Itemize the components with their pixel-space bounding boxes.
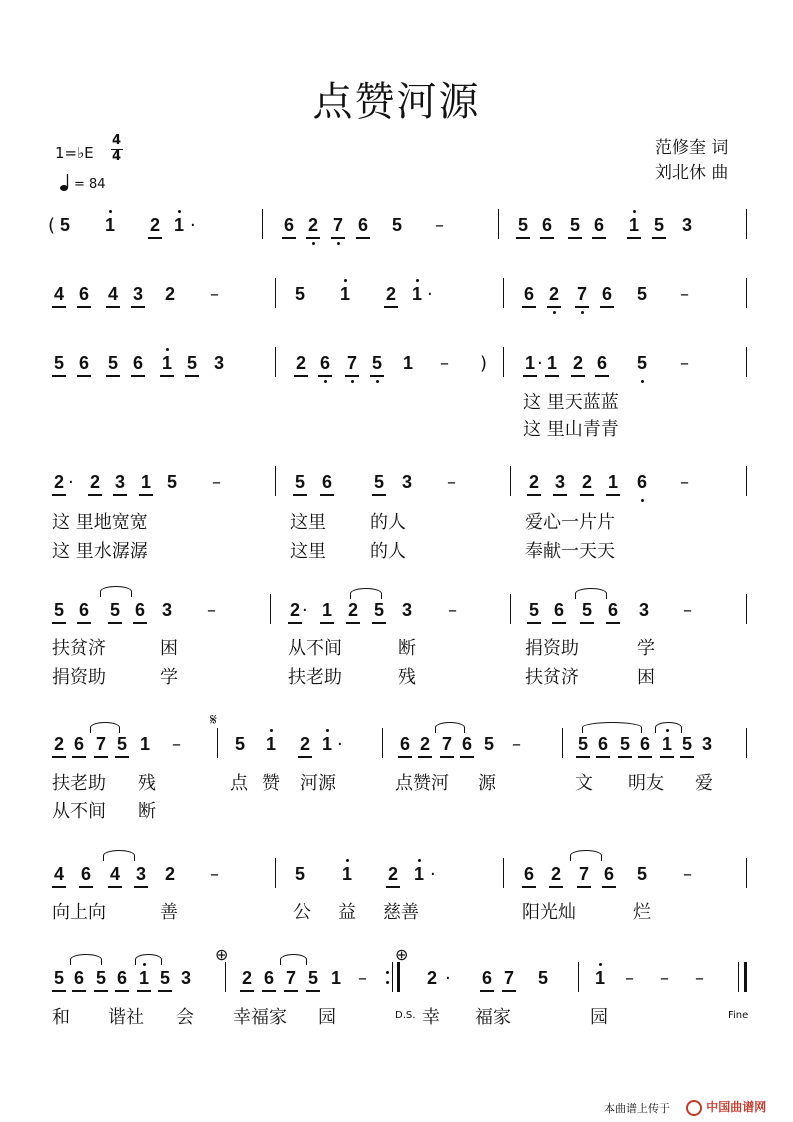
lyric-line6-v2: 断	[138, 801, 156, 822]
bar-line	[270, 594, 271, 624]
extension-dash: –	[683, 864, 692, 885]
note: 7	[284, 968, 298, 992]
octave-dot	[418, 859, 421, 862]
bar-line	[503, 278, 504, 308]
lyric-line4-v2: 奉献一天天	[525, 541, 615, 562]
lyric-line3-v1: 这 里天蓝蓝	[523, 392, 619, 413]
note: 6	[522, 284, 536, 308]
lyric-line6-v1: 赞	[262, 773, 280, 794]
note: 6	[600, 284, 614, 308]
note: 1	[545, 353, 559, 377]
octave-dot	[633, 210, 636, 213]
bar-line	[275, 278, 276, 308]
note: 1	[137, 968, 151, 992]
note: 5	[516, 215, 530, 239]
note: 1	[606, 472, 620, 496]
lyric-line7-v1: 善	[160, 902, 178, 923]
octave-dot	[166, 348, 169, 351]
note: 1	[173, 215, 184, 235]
note: 5	[59, 215, 70, 235]
lyric-line6-v1: 点赞河	[395, 773, 449, 794]
lyric-line5-v2: 困	[637, 667, 655, 688]
note: 3	[134, 864, 148, 888]
octave-dot	[581, 311, 584, 314]
note: 2	[527, 472, 541, 496]
lyric-line5-v2: 扶老助	[288, 667, 342, 688]
octave-dot	[346, 859, 349, 862]
lyric-line4-v2: 的人	[370, 541, 406, 562]
note: 6	[77, 600, 91, 624]
note: 5	[234, 734, 245, 754]
octave-dot	[270, 729, 273, 732]
bar-line	[562, 728, 563, 758]
note: 5	[294, 864, 305, 884]
note: 3	[401, 472, 412, 492]
note: 6	[460, 734, 474, 758]
note: 6	[77, 353, 91, 377]
note: 2	[294, 353, 308, 377]
note: 6	[318, 353, 332, 377]
octave-dot	[109, 210, 112, 213]
bracket: (	[48, 215, 56, 236]
note: 5	[636, 284, 647, 304]
note: 6	[282, 215, 296, 239]
note: 3	[638, 600, 649, 620]
lyric-line8-v1: 园	[590, 1007, 608, 1028]
note: 5	[115, 734, 129, 758]
note: 1	[594, 968, 605, 988]
lyric-line8-v1: 和	[52, 1007, 70, 1028]
note: 2	[346, 600, 360, 624]
note: 2	[306, 215, 320, 239]
dotted-note: ·	[430, 864, 436, 885]
octave-dot	[641, 499, 644, 502]
slur	[280, 954, 307, 965]
note: 4	[52, 864, 66, 888]
note: 5	[372, 600, 386, 624]
bar-line	[392, 962, 393, 992]
note: 5	[580, 600, 594, 624]
time-signature-top: 4	[112, 133, 122, 148]
note: 5	[52, 353, 66, 377]
extension-dash: –	[447, 472, 456, 493]
lyric-line5-v1: 捐资助	[525, 638, 579, 659]
slur	[100, 586, 132, 597]
note: 5	[576, 734, 590, 758]
note: 6	[398, 734, 412, 758]
note: 5	[372, 472, 386, 496]
fine-marking: Fine	[728, 1010, 749, 1021]
note: 7	[502, 968, 516, 992]
extension-dash: –	[512, 734, 521, 755]
octave-dot	[344, 279, 347, 282]
slur	[575, 588, 607, 599]
bar-line	[578, 962, 579, 992]
note: 1	[160, 353, 174, 377]
note: 2	[580, 472, 594, 496]
extension-dash: –	[172, 734, 181, 755]
note: 3	[131, 284, 145, 308]
extension-dash: –	[695, 968, 704, 989]
note: 6	[592, 215, 606, 239]
bar-line	[746, 594, 747, 624]
bar-line	[746, 347, 747, 377]
lyric-line7-v1: 益	[338, 902, 356, 923]
lyric-line5-v1: 困	[160, 638, 178, 659]
octave-dot	[553, 311, 556, 314]
note: 6	[595, 353, 609, 377]
lyricist-credit: 范修奎 词	[655, 138, 729, 158]
lyric-line7-v1: 烂	[633, 902, 651, 923]
note: 7	[331, 215, 345, 239]
lyric-line7-v1: 公	[293, 902, 311, 923]
note: 5	[293, 472, 307, 496]
note: 5	[391, 215, 402, 235]
octave-dot	[326, 729, 329, 732]
dotted-note: ·	[427, 284, 433, 305]
note: 2	[547, 284, 561, 308]
segno-icon: 𝄋	[210, 710, 217, 729]
note: 1	[330, 968, 341, 988]
note: 2	[88, 472, 102, 496]
lyric-line5-v1: 扶贫济	[52, 638, 106, 659]
bar-line	[746, 209, 747, 239]
note: 2	[426, 968, 437, 988]
note: 6	[480, 968, 494, 992]
note: 6	[636, 472, 647, 492]
note: 5	[527, 600, 541, 624]
dotted-note: ·	[537, 353, 543, 374]
note: 6	[115, 968, 129, 992]
bar-line	[503, 347, 504, 377]
extension-dash: –	[680, 472, 689, 493]
octave-dot	[178, 210, 181, 213]
note: 5	[52, 968, 66, 992]
ds-marking: D.S.	[395, 1010, 416, 1021]
site-logo: 中国曲谱网	[686, 1098, 766, 1116]
note: 3	[701, 734, 712, 754]
extension-dash: –	[680, 353, 689, 374]
note: 6	[552, 600, 566, 624]
note: 6	[262, 968, 276, 992]
song-title: 点赞河源	[312, 79, 481, 125]
slur	[570, 850, 602, 861]
note: 5	[636, 864, 647, 884]
extension-dash: –	[440, 353, 449, 374]
slur	[582, 722, 642, 733]
bar-line	[510, 466, 511, 496]
note: 6	[356, 215, 370, 239]
extension-dash: –	[625, 968, 634, 989]
note: 2	[148, 215, 162, 239]
octave-dot	[416, 279, 419, 282]
note: 5	[483, 734, 494, 754]
slur	[135, 954, 162, 965]
lyric-line5-v2: 学	[160, 667, 178, 688]
bar-line	[498, 209, 499, 239]
bar-line	[746, 858, 747, 888]
lyric-line5-v2: 扶贫济	[525, 667, 579, 688]
bar-line	[217, 728, 218, 758]
note: 5	[618, 734, 632, 758]
lyric-line6-v1: 源	[478, 773, 496, 794]
note: 2	[298, 734, 312, 758]
coda-icon-1: ⊕	[215, 945, 229, 964]
note: 1	[402, 353, 413, 373]
slur	[435, 722, 465, 733]
note: 1	[320, 600, 334, 624]
octave-dot	[641, 380, 644, 383]
note: 1	[321, 734, 332, 754]
time-signature-bottom: 4	[112, 149, 122, 164]
lyric-line4-v1: 这 里地宽宽	[52, 512, 148, 533]
note: 6	[606, 600, 620, 624]
lyric-line7-v1: 慈善	[383, 902, 419, 923]
quarter-note-icon	[60, 172, 72, 196]
logo-icon	[686, 1100, 702, 1116]
note: 1	[139, 472, 153, 496]
bar-line	[382, 728, 383, 758]
extension-dash: –	[680, 284, 689, 305]
note: 2	[386, 864, 400, 888]
note: 2	[549, 864, 563, 888]
bar-line	[510, 594, 511, 624]
note: 3	[401, 600, 412, 620]
extension-dash: –	[660, 968, 669, 989]
lyric-line7-v1: 向上向	[52, 902, 106, 923]
bar-line	[275, 858, 276, 888]
lyric-line8-v1: 幸福家	[233, 1007, 287, 1028]
octave-dot	[312, 242, 315, 245]
note: 3	[553, 472, 567, 496]
note: 6	[72, 968, 86, 992]
note: 2	[52, 734, 66, 758]
octave-dot	[351, 380, 354, 383]
note: 2	[164, 284, 175, 304]
octave-dot	[386, 981, 389, 984]
octave-dot	[599, 963, 602, 966]
lyric-line5-v2: 残	[398, 667, 416, 688]
bar-line	[397, 962, 400, 992]
note: 2	[164, 864, 175, 884]
extension-dash: –	[210, 864, 219, 885]
bar-line	[738, 962, 739, 992]
note: 5	[294, 284, 305, 304]
bar-line	[746, 466, 747, 496]
note: 1	[660, 734, 674, 758]
extension-dash: –	[435, 215, 444, 236]
lyric-line5-v1: 从不间	[288, 638, 342, 659]
note: 1	[341, 864, 352, 884]
note: 6	[77, 284, 91, 308]
note: 6	[133, 600, 147, 624]
dotted-note: ·	[337, 734, 343, 755]
extension-dash: –	[210, 284, 219, 305]
note: 4	[106, 284, 120, 308]
slur	[655, 722, 682, 733]
note: 6	[72, 734, 86, 758]
lyric-line4-v2: 这 里水潺潺	[52, 541, 148, 562]
lyric-line8-v1: 园	[318, 1007, 336, 1028]
extension-dash: –	[448, 600, 457, 621]
note: 5	[306, 968, 320, 992]
octave-dot	[376, 380, 379, 383]
note: 5	[537, 968, 548, 988]
note: 1	[413, 864, 424, 884]
dotted-note: ·	[445, 968, 451, 989]
note: 3	[113, 472, 127, 496]
lyric-line5-v1: 学	[637, 638, 655, 659]
octave-dot	[386, 971, 389, 974]
note: 1	[139, 734, 150, 754]
note: 5	[680, 734, 694, 758]
bar-line	[225, 962, 226, 992]
note: 5	[94, 968, 108, 992]
lyric-line6-v1: 爱	[695, 773, 713, 794]
slur	[103, 850, 135, 861]
dotted-note: ·	[68, 472, 74, 493]
tempo-marking: = 84	[74, 177, 106, 192]
slur	[350, 588, 382, 599]
extension-dash: –	[358, 968, 367, 989]
composer-credit: 刘北休 曲	[655, 163, 729, 183]
dotted-note: ·	[190, 215, 196, 236]
note: 3	[161, 600, 172, 620]
note: 1	[523, 353, 537, 377]
note: 3	[681, 215, 692, 235]
lyric-line6-v2: 从不间	[52, 801, 106, 822]
note: 5	[108, 600, 122, 624]
note: 2	[240, 968, 254, 992]
lyric-line6-v1: 明友	[628, 773, 664, 794]
note: 3	[180, 968, 191, 988]
coda-icon-2: ⊕	[395, 945, 409, 964]
note: 5	[185, 353, 199, 377]
note: 6	[131, 353, 145, 377]
lyric-line6-v1: 扶老助	[52, 773, 106, 794]
bracket: )	[480, 353, 488, 374]
note: 5	[106, 353, 120, 377]
note: 5	[166, 472, 177, 492]
lyric-line3-v2: 这 里山青青	[523, 419, 619, 440]
lyric-line4-v1: 爱心一片片	[525, 512, 615, 533]
bar-line	[262, 209, 263, 239]
note: 7	[575, 284, 589, 308]
note: 7	[94, 734, 108, 758]
note: 2	[384, 284, 398, 308]
lyric-line7-v1: 阳光灿	[522, 902, 576, 923]
bar-line	[275, 466, 276, 496]
lyric-line8-v1: 谐社	[108, 1007, 144, 1028]
note: 5	[370, 353, 384, 377]
note: 3	[213, 353, 224, 373]
note: 5	[158, 968, 172, 992]
slur	[90, 722, 120, 733]
note: 5	[636, 353, 647, 373]
note: 7	[440, 734, 454, 758]
note: 1	[265, 734, 276, 754]
note: 5	[568, 215, 582, 239]
note: 1	[104, 215, 115, 235]
lyric-line4-v1: 的人	[370, 512, 406, 533]
bar-line	[744, 962, 747, 992]
lyric-line4-v1: 这里	[290, 512, 326, 533]
note: 2	[418, 734, 432, 758]
lyric-line6-v1: 残	[138, 773, 156, 794]
note: 7	[577, 864, 591, 888]
bar-line	[275, 347, 276, 377]
extension-dash: –	[683, 600, 692, 621]
note: 2	[52, 472, 66, 496]
note: 6	[596, 734, 610, 758]
lyric-line6-v1: 文	[575, 773, 593, 794]
lyric-line6-v1: 河源	[300, 773, 336, 794]
bar-line	[503, 858, 504, 888]
note: 6	[79, 864, 93, 888]
footer-text: 本曲谱上传于	[604, 1102, 670, 1115]
note: 6	[602, 864, 616, 888]
octave-dot	[324, 380, 327, 383]
lyric-line6-v1: 点	[230, 773, 248, 794]
note: 4	[108, 864, 122, 888]
dotted-note: ·	[302, 600, 308, 621]
note: 7	[345, 353, 359, 377]
note: 4	[52, 284, 66, 308]
note: 6	[540, 215, 554, 239]
lyric-line5-v2: 捐资助	[52, 667, 106, 688]
lyric-line8-v1: 会	[176, 1007, 194, 1028]
note: 1	[627, 215, 641, 239]
note: 6	[638, 734, 652, 758]
extension-dash: –	[207, 600, 216, 621]
note: 2	[571, 353, 585, 377]
lyric-line4-v2: 这里	[290, 541, 326, 562]
octave-dot	[337, 242, 340, 245]
lyric-line8-v1: 幸	[422, 1007, 440, 1028]
note: 5	[52, 600, 66, 624]
bar-line	[746, 728, 747, 758]
note: 6	[522, 864, 536, 888]
lyric-line8-v1: 福家	[475, 1007, 511, 1028]
note: 6	[320, 472, 334, 496]
key-signature: 1=♭E	[55, 144, 94, 162]
note: 1	[411, 284, 422, 304]
slur	[70, 954, 102, 965]
bar-line	[746, 278, 747, 308]
extension-dash: –	[212, 472, 221, 493]
note: 5	[652, 215, 666, 239]
lyric-line5-v1: 断	[398, 638, 416, 659]
note: 2	[288, 600, 302, 624]
note: 1	[339, 284, 350, 304]
